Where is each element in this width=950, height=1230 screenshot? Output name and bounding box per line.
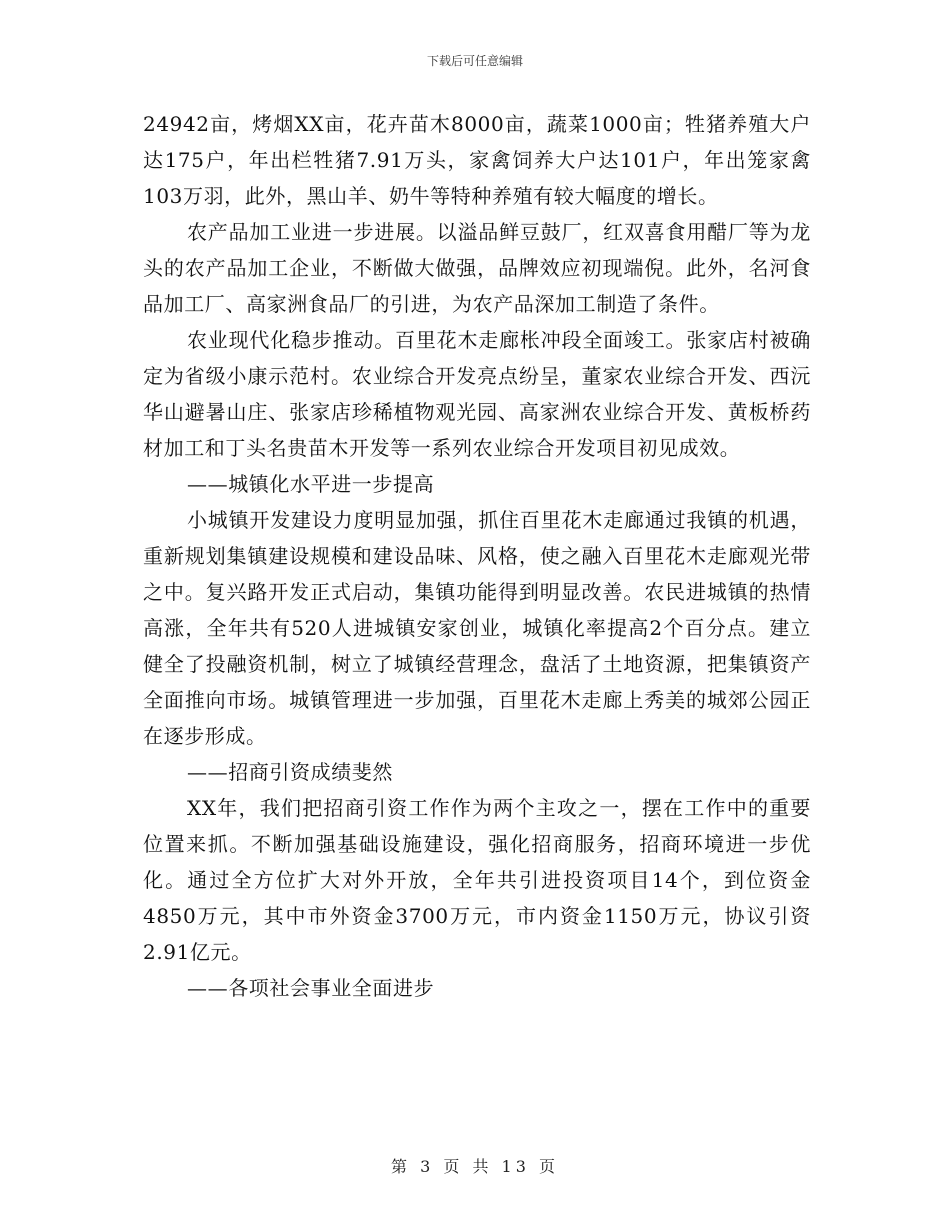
paragraph-continuation: 24942亩，烤烟XX亩，花卉苗木8000亩，蔬菜1000亩；牲猪养殖大户达175户，年出栏牲猪7.91万头，家禽饲养大户达101户，年出笼家禽103万羽，此外，黑山羊、奶牛等特种养殖有较大幅度的增长。 bbox=[143, 112, 811, 208]
section-heading-investment: ——招商引资成绩斐然 bbox=[187, 760, 393, 784]
page-header: 下载后可任意编辑 bbox=[426, 54, 523, 68]
paragraph-urbanization: 小城镇开发建设力度明显加强，抓住百里花木走廊通过我镇的机遇，重新规划集镇建设规模和建设品味、风格，使之融入百里花木走廊观光带之中。复兴路开发正式启动，集镇功能得到明显改善。农民进城镇的热情高涨，全年共有520人进城镇安家创业，城镇化率提高2个百分点。建立健全了投融资机制，树立了城镇经营理念，盘活了土地资源，把集镇资产全面推向市场。城镇管理进一步加强，百里花木走廊上秀美的城郊公园正在逐步形成。 bbox=[143, 508, 811, 748]
document-body bbox=[143, 106, 811, 1006]
paragraph-investment: XX年，我们把招商引资工作作为两个主攻之一，摆在工作中的重要位置来抓。不断加强基础设施建设，强化招商服务，招商环境进一步优化。通过全方位扩大对外开放，全年共引进投资项目14个，到位资金4850万元，其中市外资金3700万元，市内资金1150万元，协议引资2.91亿元。 bbox=[143, 796, 811, 964]
section-heading-social: ——各项社会事业全面进步 bbox=[187, 976, 435, 1000]
page-footer: 第 3 页 共 13 页 bbox=[391, 1157, 559, 1176]
section-heading-urbanization: ——城镇化水平进一步提高 bbox=[187, 472, 435, 496]
paragraph-agri-processing: 农产品加工业进一步进展。以溢品鲜豆鼓厂，红双喜食用醋厂等为龙头的农产品加工企业，不断做大做强，品牌效应初现端倪。此外，名河食品加工厂、高家洲食品厂的引进，为农产品深加工制造了条件。 bbox=[143, 220, 811, 316]
paragraph-agri-modernization: 农业现代化稳步推动。百里花木走廊枨冲段全面竣工。张家店村被确定为省级小康示范村。农业综合开发亮点纷呈，董家农业综合开发、西沅华山避暑山庄、张家店珍稀植物观光园、高家洲农业综合开发、黄板桥药材加工和丁头名贵苗木开发等一系列农业综合开发项目初见成效。 bbox=[143, 328, 811, 460]
